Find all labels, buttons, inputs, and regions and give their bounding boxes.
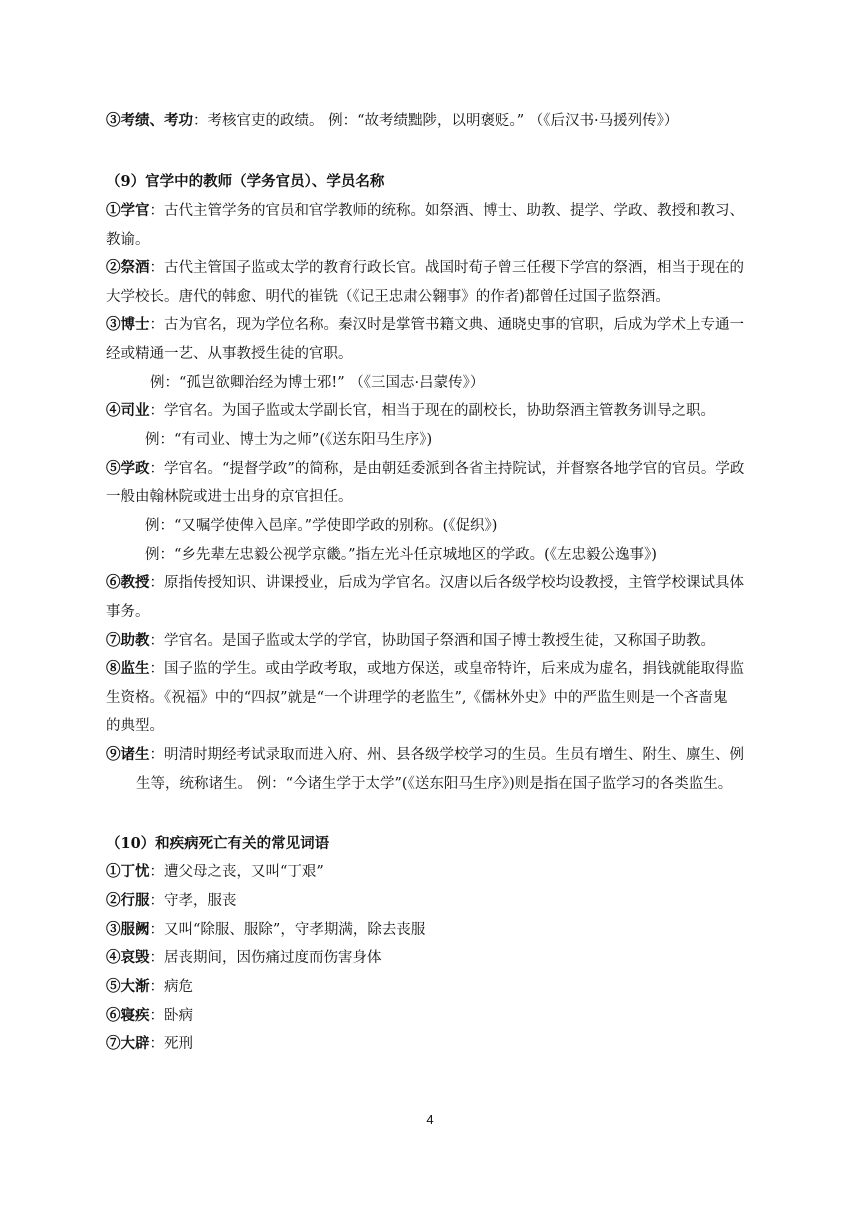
term: ⑤学政 (106, 460, 150, 477)
entry-line: 教谕。 (106, 232, 150, 248)
term: ⑥寝疾 (106, 1007, 150, 1024)
term: ③考绩、考功 (106, 112, 193, 129)
entry-line: 生等，统称诸生。 例：“今诸生学于太学”(《送东阳马生序》)则是指在国子监学习的各类监生。 (136, 776, 733, 792)
entry-dapi (106, 1034, 796, 1054)
definition: ：古代主管国子监或太学的教育行政长官。战国时荀子曾三任稷下学宫的祭酒，相当于现在的 (149, 260, 744, 276)
entry-kaoji (106, 111, 796, 131)
definition: ：病危 (149, 979, 193, 995)
definition: ：学官名。“提督学政”的简称，是由朝廷委派到各省主持院试，并督察各地学官的官员。学政 (149, 461, 745, 477)
entry-xuezheng (106, 459, 796, 479)
entry-boshi (106, 315, 796, 335)
term: ①丁忧 (106, 863, 150, 880)
term: ⑦助教 (106, 632, 150, 649)
term: ⑥教授 (106, 574, 150, 591)
entry-xingfu (106, 891, 796, 911)
definition: ：居丧期间，因伤痛过度而伤害身体 (149, 950, 382, 966)
entry-siye (106, 401, 796, 421)
definition: ：遭父母之丧，又叫“丁艰” (149, 864, 324, 880)
entry-zhujiao (106, 631, 796, 651)
definition: ：又叫“除服、服除”，守孝期满，除去丧服 (149, 922, 426, 938)
term: ⑤大渐 (106, 978, 150, 995)
term: ②祭酒 (106, 259, 150, 276)
definition: ：古为官名，现为学位名称。秦汉时是掌管书籍文典、通晓史事的官职，后成为学术上专通一 (149, 317, 744, 333)
definition: ：考核官吏的政绩。 例：“故考绩黜陟，以明褒贬。” （《后汉书·马援列传》） (193, 113, 679, 129)
section-10-title: （10）和疾病死亡有关的常见词语 (106, 835, 330, 852)
entry-line: 一般由翰林院或进士出身的京官担任。 (106, 489, 353, 505)
definition: ：原指传授知识、讲课授业，后成为学官名。汉唐以后各级学校均设教授，主管学校课试具体 (149, 575, 744, 591)
term: ④哀毁 (106, 949, 150, 966)
entry-xueguan (106, 201, 796, 221)
definition: ：学官名。为国子监或太学副长官，相当于现在的副校长，协助祭酒主管教务训导之职。 (149, 403, 715, 419)
example-line: 例：“孤岂欲卿治经为博士邪!” （《三国志·吕蒙传》） (150, 375, 485, 391)
term: ⑨诸生 (106, 746, 150, 763)
definition: ：守孝，服丧 (149, 893, 237, 909)
entry-line: 事务。 (106, 604, 150, 620)
definition: ：学官名。是国子监或太学的学官，协助国子祭酒和国子博士教授生徒，又称国子助教。 (149, 633, 715, 649)
definition: ：古代主管学务的官员和官学教师的统称。如祭酒、博士、助教、提学、学政、教授和教习、 (149, 203, 744, 219)
term: ③博士 (106, 316, 150, 333)
term: ④司业 (106, 402, 150, 419)
example-line: 例：“有司业、博士为之师”(《送东阳马生序》) (145, 432, 433, 448)
entry-zhusheng (106, 745, 796, 765)
term: ⑦大辟 (106, 1035, 150, 1052)
example-line: 例：“又嘱学使俾入邑庠。”学使即学政的别称。(《促织》) (145, 518, 498, 534)
entry-line: 的典型。 (106, 718, 164, 734)
entry-line: 经或精通一艺、从事教授生徒的官职。 (106, 346, 353, 362)
entry-dingyou (106, 862, 796, 882)
term: ①学官 (106, 202, 150, 219)
entry-aihui (106, 948, 796, 968)
term: ③服阙 (106, 921, 150, 938)
entry-jiansheng (106, 659, 796, 679)
entry-jiaoshou (106, 573, 796, 593)
term: ②行服 (106, 892, 150, 909)
definition: ：国子监的学生。或由学政考取，或地方保送，或皇帝特许，后来成为虚名，捐钱就能取得监 (149, 661, 744, 677)
entry-dajian (106, 977, 796, 997)
entry-line: 生资格。《祝福》中的“四叔”就是“一个讲理学的老监生”,《儒林外史》中的严监生则是一个吝啬鬼 (106, 690, 728, 706)
section-9-title: （9）官学中的教师（学务官员）、学员名称 (106, 173, 385, 190)
example-line: 例：“乡先辈左忠毅公视学京畿。”指左光斗任京城地区的学政。(《左忠毅公逸事》) (145, 547, 657, 563)
definition: ：卧病 (149, 1008, 193, 1024)
entry-jijiu (106, 258, 796, 278)
entry-qinji (106, 1006, 796, 1026)
definition: ：明清时期经考试录取而进入府、州、县各级学校学习的生员。生员有增生、附生、廪生、例 (149, 747, 744, 763)
page-number: 4 (426, 1112, 434, 1127)
term: ⑧监生 (106, 660, 150, 677)
entry-fuque (106, 920, 796, 940)
definition: ：死刑 (149, 1036, 193, 1052)
entry-line: 大学校长。唐代的韩愈、明代的崔铣（《记王忠肃公翱事》的作者)都曾任过国子监祭酒。 (106, 289, 670, 305)
